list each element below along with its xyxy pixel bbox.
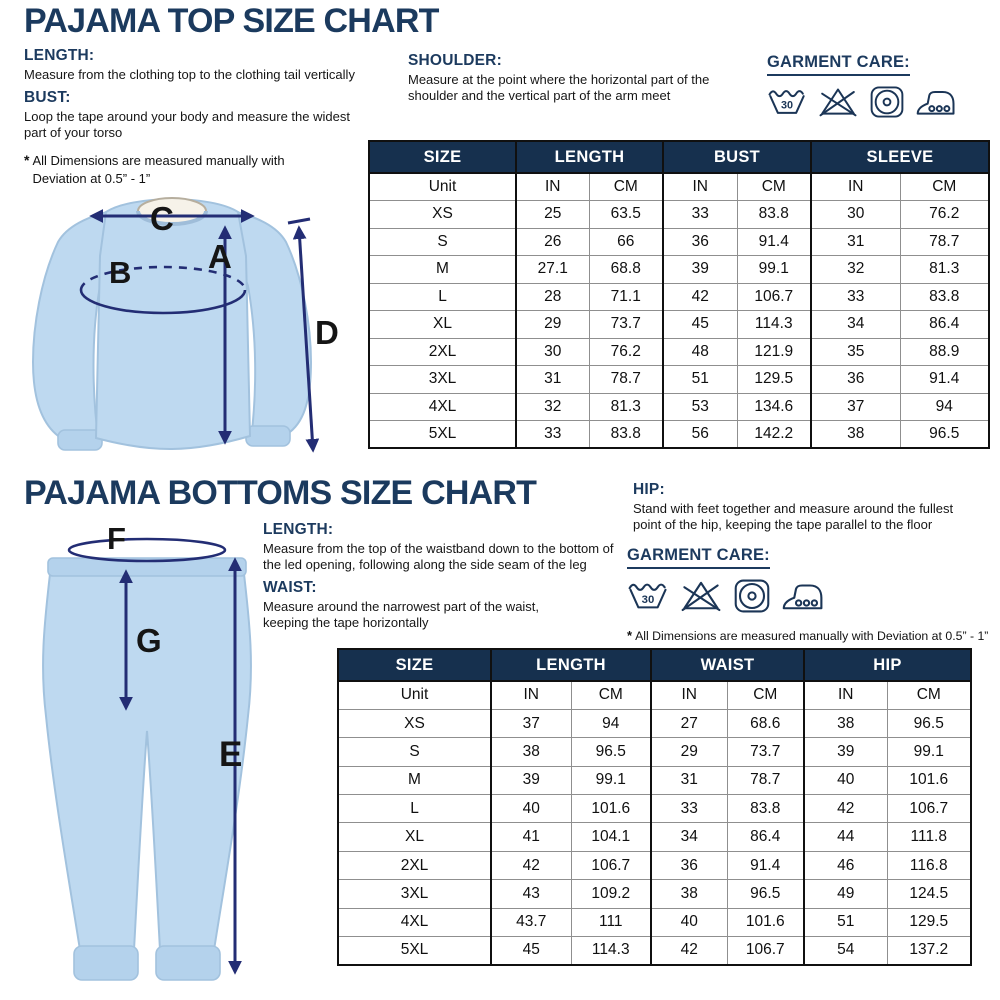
size-row-2XL bbox=[338, 851, 971, 879]
bottoms-measure-instructions bbox=[263, 521, 643, 631]
unit-cell: CM bbox=[589, 173, 663, 201]
unit-cell: IN bbox=[663, 173, 737, 201]
size-row-XS bbox=[338, 709, 971, 737]
value-cell: 124.5 bbox=[887, 880, 971, 908]
value-cell: 78.7 bbox=[900, 228, 989, 256]
value-cell: 68.8 bbox=[589, 256, 663, 284]
value-cell: 88.9 bbox=[900, 338, 989, 366]
value-cell: 33 bbox=[663, 201, 737, 229]
size-cell: 4XL bbox=[338, 908, 491, 936]
value-cell: 33 bbox=[811, 283, 900, 311]
value-cell: 33 bbox=[516, 421, 589, 449]
value-cell: 76.2 bbox=[589, 338, 663, 366]
size-row-5XL bbox=[369, 421, 989, 449]
pajama-bottoms-title: PAJAMA BOTTOMS SIZE CHART bbox=[24, 474, 537, 512]
value-cell: 36 bbox=[811, 366, 900, 394]
unit-cell: CM bbox=[887, 681, 971, 709]
unit-label: Unit bbox=[338, 681, 491, 709]
value-cell: 30 bbox=[811, 201, 900, 229]
letter-g: G bbox=[136, 622, 162, 659]
size-row-4XL bbox=[338, 908, 971, 936]
pajama-bottoms-size-table bbox=[337, 648, 972, 966]
value-cell: 36 bbox=[651, 851, 727, 879]
value-cell: 106.7 bbox=[887, 795, 971, 823]
shoulder-instructions bbox=[408, 52, 742, 104]
size-cell: 2XL bbox=[338, 851, 491, 879]
value-cell: 137.2 bbox=[887, 937, 971, 965]
value-cell: 83.8 bbox=[900, 283, 989, 311]
unit-row bbox=[338, 681, 971, 709]
value-cell: 46 bbox=[804, 851, 887, 879]
unit-label: Unit bbox=[369, 173, 516, 201]
value-cell: 26 bbox=[516, 228, 589, 256]
value-cell: 40 bbox=[804, 766, 887, 794]
value-cell: 73.7 bbox=[589, 311, 663, 339]
value-cell: 81.3 bbox=[589, 393, 663, 421]
letter-c: C bbox=[150, 200, 174, 237]
waist-heading: WAIST: bbox=[263, 579, 317, 597]
size-cell: M bbox=[369, 256, 516, 284]
size-column-header: SIZE bbox=[369, 141, 516, 173]
unit-cell: CM bbox=[737, 173, 811, 201]
iron-icon bbox=[916, 85, 956, 119]
value-cell: 28 bbox=[516, 283, 589, 311]
value-cell: 30 bbox=[516, 338, 589, 366]
value-cell: 81.3 bbox=[900, 256, 989, 284]
pajama-top-title: PAJAMA TOP SIZE CHART bbox=[24, 2, 439, 40]
size-cell: 3XL bbox=[369, 366, 516, 394]
letter-d: D bbox=[315, 314, 339, 351]
deviation-note bbox=[24, 152, 404, 187]
length-heading: LENGTH: bbox=[24, 47, 95, 64]
care-icon-row bbox=[767, 85, 956, 119]
size-cell: S bbox=[369, 228, 516, 256]
size-row-3XL bbox=[338, 880, 971, 908]
value-cell: 27.1 bbox=[516, 256, 589, 284]
length-description: Measure from the top of the waistband down to the bottom of the led opening, following along the side seam of the leg bbox=[263, 541, 614, 573]
value-cell: 29 bbox=[516, 311, 589, 339]
value-cell: 83.8 bbox=[589, 421, 663, 449]
unit-cell: IN bbox=[516, 173, 589, 201]
value-cell: 116.8 bbox=[887, 851, 971, 879]
value-cell: 106.7 bbox=[737, 283, 811, 311]
value-cell: 94 bbox=[571, 709, 651, 737]
bust-heading: BUST: bbox=[24, 89, 71, 107]
svg-text:30: 30 bbox=[641, 594, 655, 606]
deviation-note-text: All Dimensions are measured manually with Deviation at 0.5” - 1” bbox=[635, 629, 989, 643]
value-cell: 42 bbox=[651, 937, 727, 965]
value-cell: 51 bbox=[804, 908, 887, 936]
care-icon-row bbox=[627, 578, 824, 614]
value-cell: 43.7 bbox=[491, 908, 571, 936]
svg-text:30: 30 bbox=[780, 99, 794, 112]
value-cell: 142.2 bbox=[737, 421, 811, 449]
size-row-L bbox=[369, 283, 989, 311]
size-cell: M bbox=[338, 766, 491, 794]
value-cell: 86.4 bbox=[900, 311, 989, 339]
value-cell: 91.4 bbox=[727, 851, 804, 879]
value-cell: 68.6 bbox=[727, 709, 804, 737]
garment-care-heading: GARMENT CARE: bbox=[627, 546, 770, 569]
value-cell: 41 bbox=[491, 823, 571, 851]
size-row-2XL bbox=[369, 338, 989, 366]
value-cell: 34 bbox=[651, 823, 727, 851]
value-cell: 42 bbox=[491, 851, 571, 879]
value-cell: 96.5 bbox=[571, 738, 651, 766]
garment-care-heading: GARMENT CARE: bbox=[767, 53, 910, 76]
value-cell: 38 bbox=[804, 709, 887, 737]
value-cell: 31 bbox=[651, 766, 727, 794]
length-description: Measure from the clothing top to the clothing tail vertically bbox=[24, 67, 355, 82]
value-cell: 29 bbox=[651, 738, 727, 766]
garment-care-bottom bbox=[627, 546, 824, 614]
value-cell: 129.5 bbox=[887, 908, 971, 936]
iron-icon bbox=[782, 578, 824, 614]
size-row-XL bbox=[369, 311, 989, 339]
unit-cell: IN bbox=[491, 681, 571, 709]
size-cell: 3XL bbox=[338, 880, 491, 908]
value-cell: 39 bbox=[663, 256, 737, 284]
value-cell: 32 bbox=[516, 393, 589, 421]
value-cell: 71.1 bbox=[589, 283, 663, 311]
size-cell: S bbox=[338, 738, 491, 766]
value-cell: 99.1 bbox=[737, 256, 811, 284]
pajama-bottoms-illustration bbox=[22, 516, 272, 990]
value-cell: 106.7 bbox=[571, 851, 651, 879]
length-heading: LENGTH: bbox=[263, 521, 334, 538]
value-cell: 32 bbox=[811, 256, 900, 284]
value-cell: 42 bbox=[663, 283, 737, 311]
value-cell: 104.1 bbox=[571, 823, 651, 851]
size-cell: L bbox=[338, 795, 491, 823]
sleeve-column-header: SLEEVE bbox=[811, 141, 989, 173]
size-cell: 2XL bbox=[369, 338, 516, 366]
value-cell: 101.6 bbox=[727, 908, 804, 936]
value-cell: 101.6 bbox=[887, 766, 971, 794]
letter-b: B bbox=[109, 255, 132, 290]
asterisk: * bbox=[24, 152, 30, 169]
value-cell: 45 bbox=[491, 937, 571, 965]
size-row-S bbox=[338, 738, 971, 766]
value-cell: 42 bbox=[804, 795, 887, 823]
value-cell: 48 bbox=[663, 338, 737, 366]
value-cell: 37 bbox=[491, 709, 571, 737]
value-cell: 35 bbox=[811, 338, 900, 366]
value-cell: 37 bbox=[811, 393, 900, 421]
tumble-dry-icon bbox=[869, 85, 905, 119]
value-cell: 91.4 bbox=[900, 366, 989, 394]
value-cell: 31 bbox=[516, 366, 589, 394]
unit-row bbox=[369, 173, 989, 201]
value-cell: 56 bbox=[663, 421, 737, 449]
value-cell: 83.8 bbox=[737, 201, 811, 229]
value-cell: 111 bbox=[571, 908, 651, 936]
size-row-4XL bbox=[369, 393, 989, 421]
hip-heading: HIP: bbox=[633, 481, 665, 498]
value-cell: 38 bbox=[651, 880, 727, 908]
value-cell: 49 bbox=[804, 880, 887, 908]
size-row-M bbox=[338, 766, 971, 794]
bust-description: Loop the tape around your body and measure the widest part of your torso bbox=[24, 109, 350, 141]
do-not-bleach-icon bbox=[680, 578, 722, 614]
value-cell: 63.5 bbox=[589, 201, 663, 229]
value-cell: 134.6 bbox=[737, 393, 811, 421]
value-cell: 114.3 bbox=[737, 311, 811, 339]
value-cell: 38 bbox=[811, 421, 900, 449]
value-cell: 33 bbox=[651, 795, 727, 823]
unit-cell: CM bbox=[900, 173, 989, 201]
value-cell: 86.4 bbox=[727, 823, 804, 851]
value-cell: 51 bbox=[663, 366, 737, 394]
do-not-bleach-icon bbox=[818, 85, 858, 119]
deviation-note bbox=[627, 628, 997, 645]
unit-cell: IN bbox=[811, 173, 900, 201]
size-row-3XL bbox=[369, 366, 989, 394]
unit-cell: IN bbox=[651, 681, 727, 709]
value-cell: 101.6 bbox=[571, 795, 651, 823]
value-cell: 27 bbox=[651, 709, 727, 737]
value-cell: 34 bbox=[811, 311, 900, 339]
size-cell: 5XL bbox=[338, 937, 491, 965]
size-cell: 5XL bbox=[369, 421, 516, 449]
size-row-XS bbox=[369, 201, 989, 229]
waist-description: Measure around the narrowest part of the waist, keeping the tape horizontally bbox=[263, 599, 540, 631]
value-cell: 73.7 bbox=[727, 738, 804, 766]
size-row-M bbox=[369, 256, 989, 284]
value-cell: 36 bbox=[663, 228, 737, 256]
unit-cell: CM bbox=[571, 681, 651, 709]
value-cell: 96.5 bbox=[887, 709, 971, 737]
value-cell: 76.2 bbox=[900, 201, 989, 229]
value-cell: 45 bbox=[663, 311, 737, 339]
length-column-header: LENGTH bbox=[516, 141, 663, 173]
size-column-header: SIZE bbox=[338, 649, 491, 681]
length-column-header: LENGTH bbox=[491, 649, 651, 681]
value-cell: 99.1 bbox=[887, 738, 971, 766]
bust-column-header: BUST bbox=[663, 141, 811, 173]
size-cell: XL bbox=[369, 311, 516, 339]
unit-cell: CM bbox=[727, 681, 804, 709]
value-cell: 94 bbox=[900, 393, 989, 421]
size-row-5XL bbox=[338, 937, 971, 965]
value-cell: 39 bbox=[804, 738, 887, 766]
value-cell: 25 bbox=[516, 201, 589, 229]
size-row-XL bbox=[338, 823, 971, 851]
value-cell: 99.1 bbox=[571, 766, 651, 794]
letter-a: A bbox=[208, 238, 232, 275]
pajama-top-size-table bbox=[368, 140, 990, 449]
value-cell: 83.8 bbox=[727, 795, 804, 823]
value-cell: 38 bbox=[491, 738, 571, 766]
value-cell: 40 bbox=[491, 795, 571, 823]
size-cell: 4XL bbox=[369, 393, 516, 421]
hip-description: Stand with feet together and measure around the fullest point of the hip, keeping the tape parallel to the floor bbox=[633, 501, 954, 533]
value-cell: 106.7 bbox=[727, 937, 804, 965]
asterisk: * bbox=[627, 628, 633, 643]
shoulder-description: Measure at the point where the horizontal part of the shoulder and the vertical part of the arm meet bbox=[408, 72, 710, 104]
pajama-top-illustration bbox=[12, 186, 364, 468]
waist-column-header: WAIST bbox=[651, 649, 804, 681]
value-cell: 96.5 bbox=[900, 421, 989, 449]
wash-30-icon bbox=[767, 85, 807, 119]
tumble-dry-icon bbox=[733, 578, 771, 614]
value-cell: 39 bbox=[491, 766, 571, 794]
letter-f: F bbox=[107, 521, 126, 556]
value-cell: 129.5 bbox=[737, 366, 811, 394]
size-cell: XS bbox=[369, 201, 516, 229]
table-header-row bbox=[338, 649, 971, 681]
hip-column-header: HIP bbox=[804, 649, 971, 681]
value-cell: 111.8 bbox=[887, 823, 971, 851]
value-cell: 44 bbox=[804, 823, 887, 851]
size-cell: L bbox=[369, 283, 516, 311]
deviation-note-text: All Dimensions are measured manually with Deviation at 0.5” - 1” bbox=[32, 153, 285, 186]
wash-30-icon bbox=[627, 578, 669, 614]
value-cell: 78.7 bbox=[727, 766, 804, 794]
value-cell: 54 bbox=[804, 937, 887, 965]
value-cell: 91.4 bbox=[737, 228, 811, 256]
table-header-row bbox=[369, 141, 989, 173]
value-cell: 114.3 bbox=[571, 937, 651, 965]
size-cell: XS bbox=[338, 709, 491, 737]
value-cell: 78.7 bbox=[589, 366, 663, 394]
hip-instructions bbox=[633, 481, 973, 533]
size-row-S bbox=[369, 228, 989, 256]
unit-cell: IN bbox=[804, 681, 887, 709]
size-cell: XL bbox=[338, 823, 491, 851]
value-cell: 53 bbox=[663, 393, 737, 421]
value-cell: 96.5 bbox=[727, 880, 804, 908]
top-measure-instructions bbox=[24, 47, 404, 187]
value-cell: 121.9 bbox=[737, 338, 811, 366]
value-cell: 31 bbox=[811, 228, 900, 256]
value-cell: 40 bbox=[651, 908, 727, 936]
shoulder-heading: SHOULDER: bbox=[408, 52, 502, 69]
value-cell: 109.2 bbox=[571, 880, 651, 908]
letter-e: E bbox=[219, 735, 243, 774]
size-row-L bbox=[338, 795, 971, 823]
garment-care-top bbox=[767, 53, 956, 119]
value-cell: 43 bbox=[491, 880, 571, 908]
value-cell: 66 bbox=[589, 228, 663, 256]
